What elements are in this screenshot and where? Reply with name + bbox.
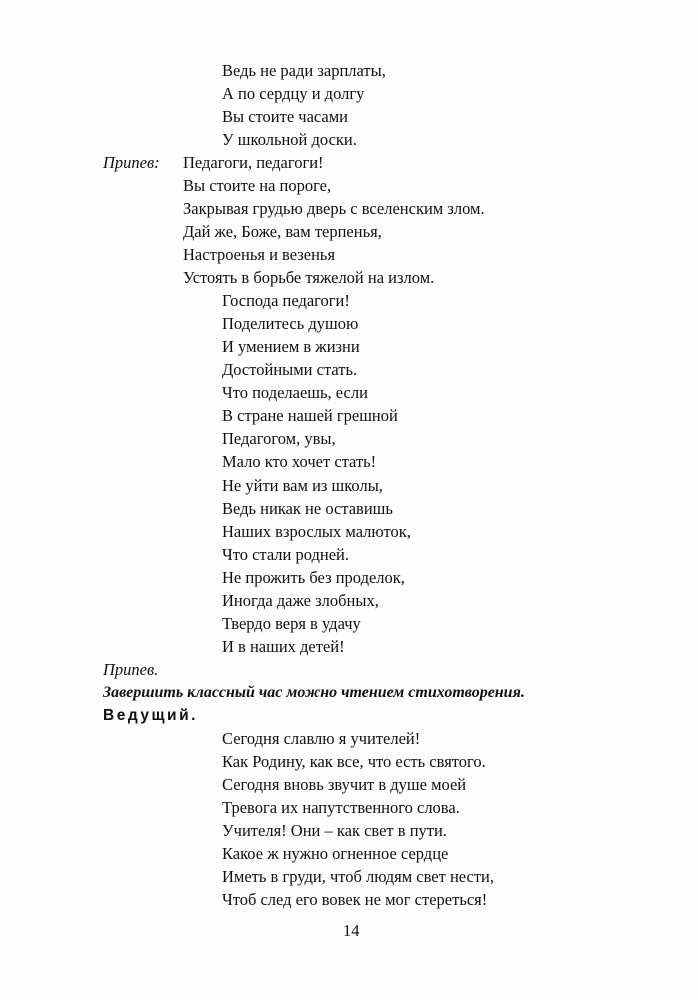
stage-direction: Завершить классный час можно чтением стихотворения. xyxy=(103,684,525,701)
poem-line: Как Родину, как все, что есть святого. xyxy=(222,752,486,771)
poem-line: Тревога их напутственного слова. xyxy=(222,798,460,817)
verse-2 xyxy=(222,289,398,473)
poem-stanza-1 xyxy=(222,727,486,819)
verse-line: И в наших детей! xyxy=(222,637,345,656)
verse-line: В стране нашей грешной xyxy=(222,406,398,425)
verse-1 xyxy=(222,59,386,151)
verse-3 xyxy=(222,474,411,658)
verse-line: Педагогом, увы, xyxy=(222,429,336,448)
verse-line: Что стали родней. xyxy=(222,545,350,564)
verse-line: Не прожить без проделок, xyxy=(222,568,405,587)
poem-line: Иметь в груди, чтоб людям свет нести, xyxy=(222,867,495,886)
verse-line: Достойными стать. xyxy=(222,360,358,379)
poem-line: Чтоб след его вовек не мог стереться! xyxy=(222,890,488,909)
page-number: 14 xyxy=(343,921,360,940)
chorus-line: Закрывая грудью дверь с вселенским злом. xyxy=(183,199,485,218)
poem-line: Сегодня славлю я учителей! xyxy=(222,729,421,748)
chorus xyxy=(183,151,485,289)
verse-line: Поделитесь душою xyxy=(222,314,359,333)
chorus-line: Дай же, Боже, вам терпенья, xyxy=(183,222,382,241)
verse-line: Твердо веря в удачу xyxy=(222,614,361,633)
verse-line: У школьной доски. xyxy=(222,130,357,149)
verse-line: Ведь никак не оставишь xyxy=(222,499,393,518)
verse-line: Господа педагоги! xyxy=(222,291,350,310)
chorus-line: Вы стоите на пороге, xyxy=(183,176,332,195)
chorus-line: Настроенья и везенья xyxy=(183,245,336,264)
verse-line: Не уйти вам из школы, xyxy=(222,476,383,495)
chorus-line: Педагоги, педагоги! xyxy=(183,153,324,172)
chorus-label: Припев: xyxy=(103,153,160,172)
poem-line: Какое ж нужно огненное сердце xyxy=(222,844,449,863)
verse-line: Наших взрослых малюток, xyxy=(222,522,411,541)
chorus-line: Устоять в борьбе тяжелой на излом. xyxy=(183,268,435,287)
poem-line: Сегодня вновь звучит в душе моей xyxy=(222,775,467,794)
speaker-label: Ведущий. xyxy=(103,707,198,724)
chorus-repeat: Припев. xyxy=(103,660,159,679)
verse-line: Ведь не ради зарплаты, xyxy=(222,61,386,80)
poem-line: Учителя! Они – как свет в пути. xyxy=(222,821,447,840)
verse-line: Вы стоите часами xyxy=(222,107,349,126)
verse-line: А по сердцу и долгу xyxy=(222,84,365,103)
verse-line: И умением в жизни xyxy=(222,337,360,356)
verse-line: Что поделаешь, если xyxy=(222,383,368,402)
verse-line: Иногда даже злобных, xyxy=(222,591,379,610)
verse-line: Мало кто хочет стать! xyxy=(222,452,377,471)
poem-stanza-2 xyxy=(222,819,494,911)
